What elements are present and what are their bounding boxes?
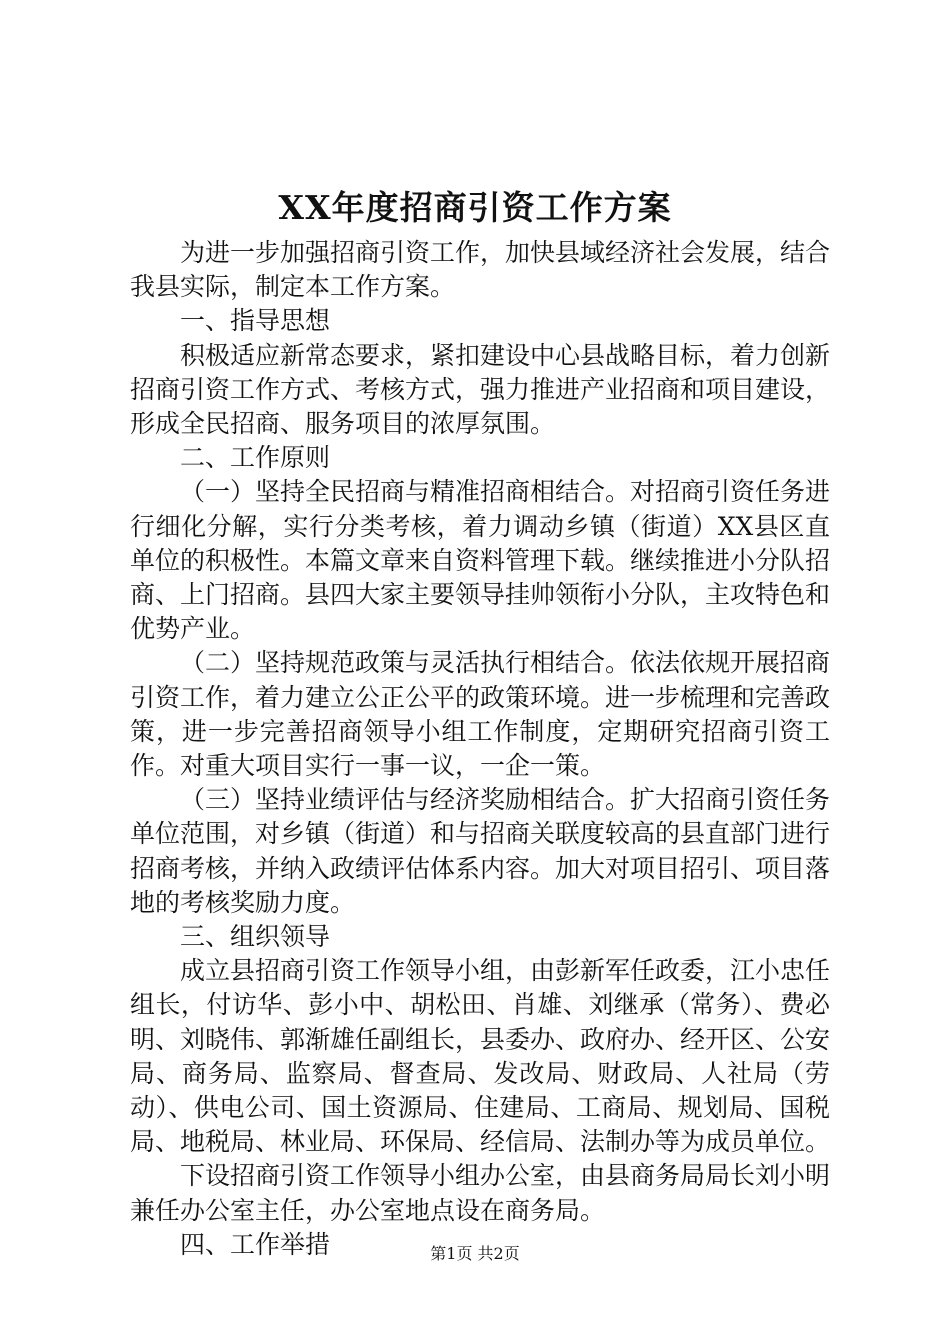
- intro-paragraph: 为进一步加强招商引资工作，加快县域经济社会发展，结合我县实际，制定本工作方案。: [130, 238, 831, 302]
- guiding-ideology-paragraph: 积极适应新常态要求，紧扣建设中心县战略目标，着力创新招商引资工作方式、考核方式，强力推进产业招商和项目建设，形成全民招商、服务项目的浓厚氛围。: [130, 340, 831, 439]
- organization-paragraph: 成立县招商引资工作领导小组，由彭新军任政委，江小忠任组长，付访华、彭小中、胡松田、肖雄、刘继承（常务）、费必明、刘晓伟、郭渐雄任副组长，县委办、政府办、经开区、公安局、商务局、监察局、督查局、发改局、财政局、人社局（劳动）、供电公司、国土资源局、住建局、工商局、规划局、国税局、地税局、林业局、环保局、经信局、法制办等为成员单位。: [130, 956, 831, 1157]
- document-title: XX年度招商引资工作方案: [278, 188, 672, 227]
- section-heading-guiding-ideology: 一、指导思想: [180, 306, 331, 336]
- principle-2-paragraph: （二）坚持规范政策与灵活执行相结合。依法依规开展招商引资工作，着力建立公正公平的政策环境。进一步梳理和完善政策，进一步完善招商领导小组工作制度，定期研究招商引资工作。对重大项目实行一事一议，一企一策。: [130, 648, 831, 781]
- section-heading-work-measures: 四、工作举措: [180, 1229, 331, 1259]
- section-heading-organization: 三、组织领导: [180, 922, 331, 952]
- page-number-footer: 第1页 共2页: [430, 1244, 520, 1263]
- document-body: [130, 236, 830, 1262]
- office-paragraph: 下设招商引资工作领导小组办公室，由县商务局局长刘小明兼任办公室主任，办公室地点设在商务局。: [130, 1161, 831, 1225]
- principle-1-paragraph: （一）坚持全民招商与精准招商相结合。对招商引资任务进行细化分解，实行分类考核，着力调动乡镇（街道）XX县区直单位的积极性。本篇文章来自资料管理下载。继续推进小分队招商、上门招商。县四大家主要领导挂帅领衔小分队，主攻特色和优势产业。: [130, 477, 831, 644]
- section-heading-work-principles: 二、工作原则: [180, 443, 331, 473]
- principle-3-paragraph: （三）坚持业绩评估与经济奖励相结合。扩大招商引资任务单位范围，对乡镇（街道）和与招商关联度较高的县直部门进行招商考核，并纳入政绩评估体系内容。加大对项目招引、项目落地的考核奖励力度。: [130, 785, 831, 917]
